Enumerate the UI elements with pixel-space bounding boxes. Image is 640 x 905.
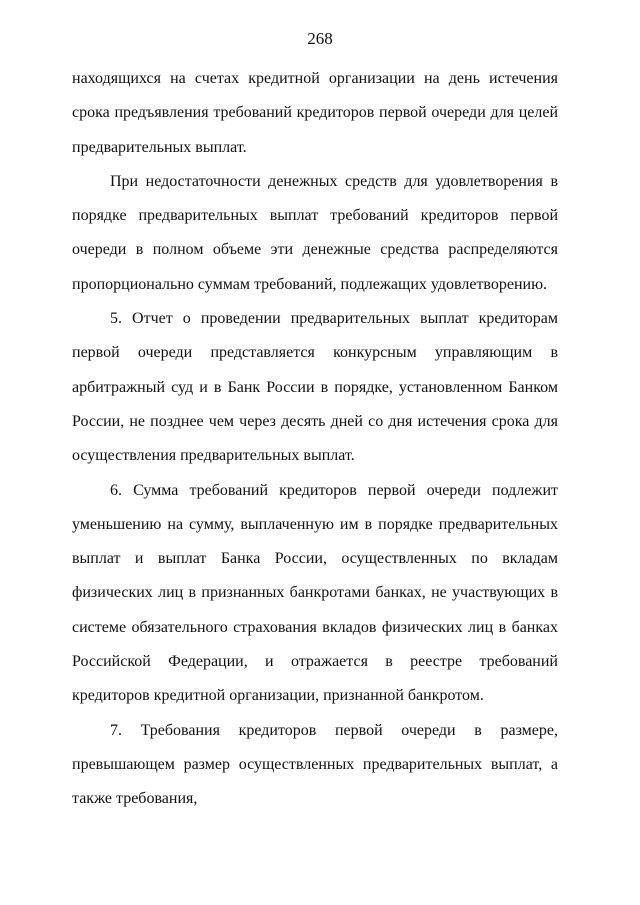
paragraph-item-5: 5. Отчет о проведении предварительных выплат кредиторам первой очереди представляется конкурсным управляющим в арбитражный суд и в Банк России в порядке, установленном Банком России, не позднее чем через десять дней со дня истечения срока для осуществления предварительных выплат. [72,310,558,465]
paragraph-item-7: 7. Требования кредиторов первой очереди в размере, превышающем размер осуществленных предварительных выплат, а также требования, [72,721,558,808]
page-number: 268 [307,29,333,48]
document-body [72,62,558,817]
paragraph-item-6: 6. Сумма требований кредиторов первой очереди подлежит уменьшению на сумму, выплаченную им в порядке предварительных выплат и выплат Банка России, осуществленных по вкладам физических лиц в признанных банкротами банках, не участвующих в системе обязательного страхования вкладов физических лиц в банках Российской Федерации, и отражается в реестре требований кредиторов кредитной организации, признанной банкротом. [72,481,558,705]
paragraph-continuation: находящихся на счетах кредитной организации на день истечения срока предъявления требований кредиторов первой очереди для целей предварительных выплат. [72,70,558,156]
paragraph-insufficient-funds: При недостаточности денежных средств для удовлетворения в порядке предварительных выплат требований кредиторов первой очереди в полном объеме эти денежные средства распределяются пропорционально суммам требований, подлежащих удовлетворению. [72,172,558,293]
